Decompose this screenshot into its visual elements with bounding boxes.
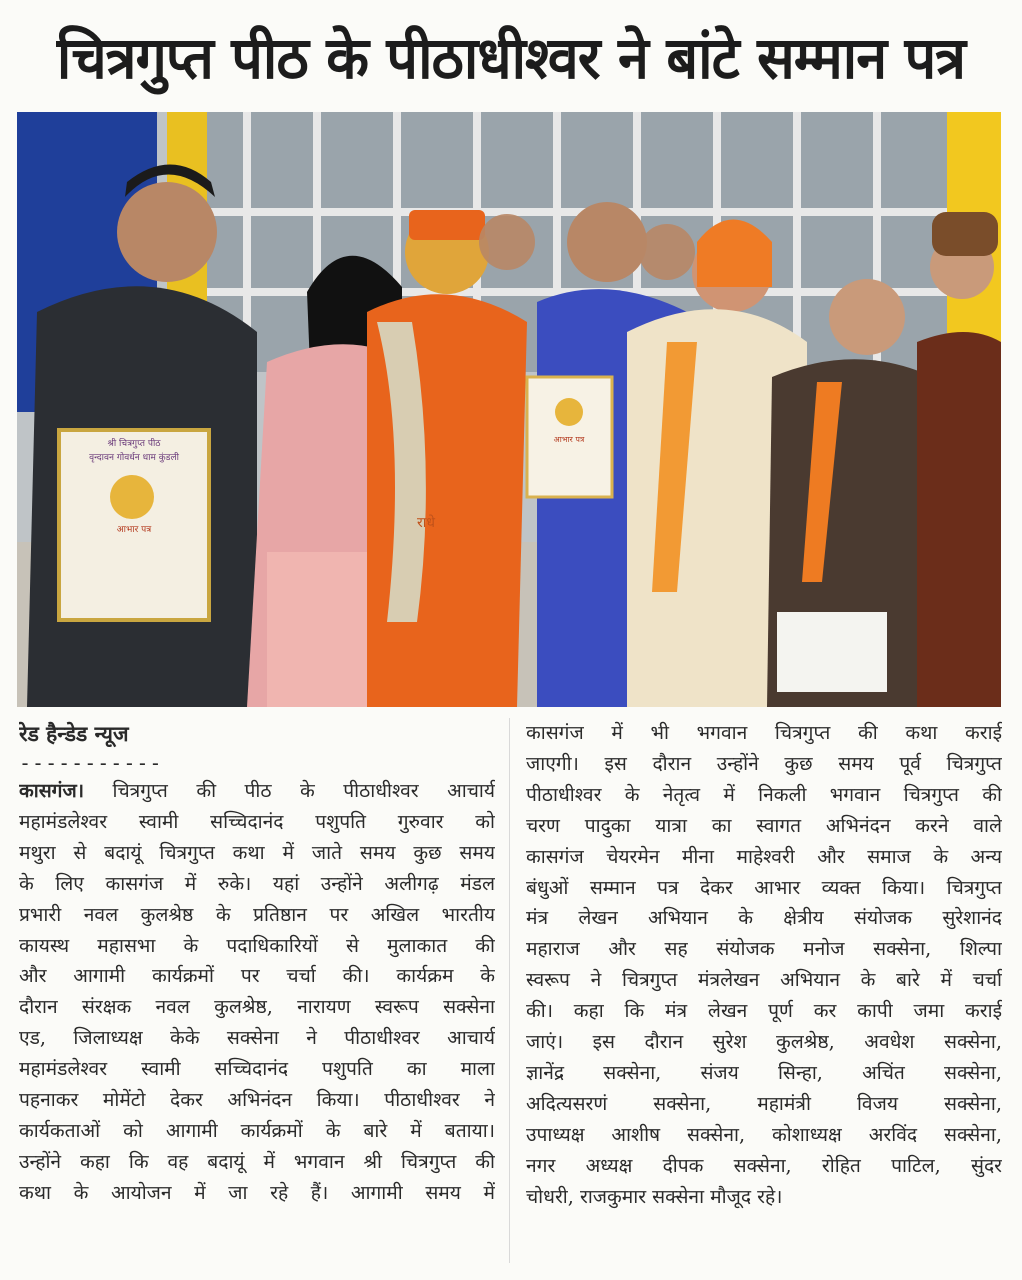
svg-text:आभार पत्र: आभार पत्र bbox=[116, 525, 152, 535]
svg-text:आभार पत्र: आभार पत्र bbox=[553, 435, 585, 444]
text-line: की। कहा कि मंत्र लेखन पूर्ण कर कापी जमा कराई bbox=[526, 999, 1002, 1023]
text-line: अदित्यसरणं सक्सेना, महामंत्री विजय सक्सेना, bbox=[526, 1091, 1002, 1115]
text-line: उपाध्यक्ष आशीष सक्सेना, कोशाध्यक्ष अरविंद सक्सेना, bbox=[526, 1122, 1002, 1146]
text-line: महामंडलेश्वर स्वामी सच्चिदानंद पशुपति गुरुवार को bbox=[19, 809, 495, 833]
text-line: प्रभारी नवल कुलश्रेष्ठ के प्रतिष्ठान पर अखिल भारतीय bbox=[19, 902, 495, 926]
svg-text:राधे: राधे bbox=[417, 515, 435, 531]
svg-text:श्री चित्रगुप्त पीठ: श्री चित्रगुप्त पीठ bbox=[107, 439, 161, 449]
text-line: उन्होंने कहा कि वह बदायूं में भगवान श्री चित्रगुप्त की bbox=[19, 1149, 495, 1173]
text-line: के लिए कासगंज में रुके। यहां उन्होंने अलीगढ़ मंडल bbox=[19, 871, 495, 895]
svg-text:वृन्दावन गोवर्धन धाम कुंडली: वृन्दावन गोवर्धन धाम कुंडली bbox=[89, 453, 179, 463]
text-line: महाराज और सह संयोजक मनोज सक्सेना, शिल्पा bbox=[526, 937, 1002, 961]
column-divider bbox=[509, 718, 510, 1263]
text-line: कथा के आयोजन में जा रहे हैं। आगामी समय में bbox=[19, 1180, 495, 1204]
text-line: स्वरूप ने चित्रगुप्त मंत्रलेखन अभियान के बारे में चर्चा bbox=[526, 968, 1002, 992]
text-line: एड, जिलाध्यक्ष केके सक्सेना ने पीठाधीश्वर आचार्य bbox=[19, 1026, 495, 1050]
text-line: मंत्र लेखन अभियान के क्षेत्रीय संयोजक सुरेशानंद bbox=[526, 906, 1002, 930]
text-line: चरण पादुका यात्रा का स्वागत अभिनंदन करने वाले bbox=[526, 813, 1002, 837]
text-line: पीठाधीश्वर के नेतृत्व में निकली भगवान चित्रगुप्त की bbox=[526, 782, 1002, 806]
text-line: नगर अध्यक्ष दीपक सक्सेना, रोहित पाटिल, सुंदर bbox=[526, 1153, 1002, 1177]
text-line: बंधुओं सम्मान पत्र देकर आभार व्यक्त किया। चित्रगुप्त bbox=[526, 875, 1002, 899]
text-line: चोधरी, राजकुमार सक्सेना मौजूद रहे। bbox=[526, 1184, 783, 1208]
byline-separator: ----------- bbox=[19, 751, 163, 775]
text-line: कार्यकताओं को आगामी कार्यक्रमों के बारे में बताया। bbox=[19, 1118, 495, 1142]
dateline: कासगंज। bbox=[19, 779, 84, 802]
text-line: कासगंज चेयरमेन मीना माहेश्वरी और समाज के अन्य bbox=[526, 844, 1002, 868]
byline: रेड हैन्डेड न्यूज bbox=[19, 722, 129, 746]
text-line: कायस्थ महासभा के पदाधिकारियों से मुलाकात की bbox=[19, 933, 495, 957]
text-line: महामंडलेश्वर स्वामी सच्चिदानंद पशुपति का माला bbox=[19, 1057, 495, 1081]
text-line: जाएं। इस दौरान सुरेश कुलश्रेष्ठ, अवधेश सक्सेना, bbox=[526, 1030, 1002, 1054]
text-line: दौरान संरक्षक नवल कुलश्रेष्ठ, नारायण स्वरूप सक्सेना bbox=[19, 995, 495, 1019]
text-line: पहनाकर मोमेंटो देकर अभिनंदन किया। पीठाधीश्वर ने bbox=[19, 1088, 495, 1112]
text-line: मथुरा से बदायूं चित्रगुप्त कथा में जाते समय कुछ समय bbox=[19, 840, 495, 864]
news-photo bbox=[17, 112, 1001, 707]
text-line: ज्ञानेंद्र सक्सेना, संजय सिन्हा, अचिंत सक्सेना, bbox=[526, 1060, 1002, 1084]
text-line: कासगंज में भी भगवान चित्रगुप्त की कथा कराई bbox=[526, 721, 1002, 744]
article-column-right bbox=[526, 718, 1002, 1213]
text-line: और आगामी कार्यक्रमों पर चर्चा की। कार्यक्रम के bbox=[19, 964, 495, 988]
headline: चित्रगुप्त पीठ के पीठाधीश्वर ने बांटे सम्मान पत्र bbox=[56, 23, 966, 92]
text-line: कासगंज। चित्रगुप्त की पीठ के पीठाधीश्वर आचार्य bbox=[19, 779, 495, 802]
article-column-left bbox=[19, 718, 495, 1209]
text-line: जाएगी। इस दौरान उन्होंने कुछ समय पूर्व चित्रगुप्त bbox=[526, 751, 1002, 775]
